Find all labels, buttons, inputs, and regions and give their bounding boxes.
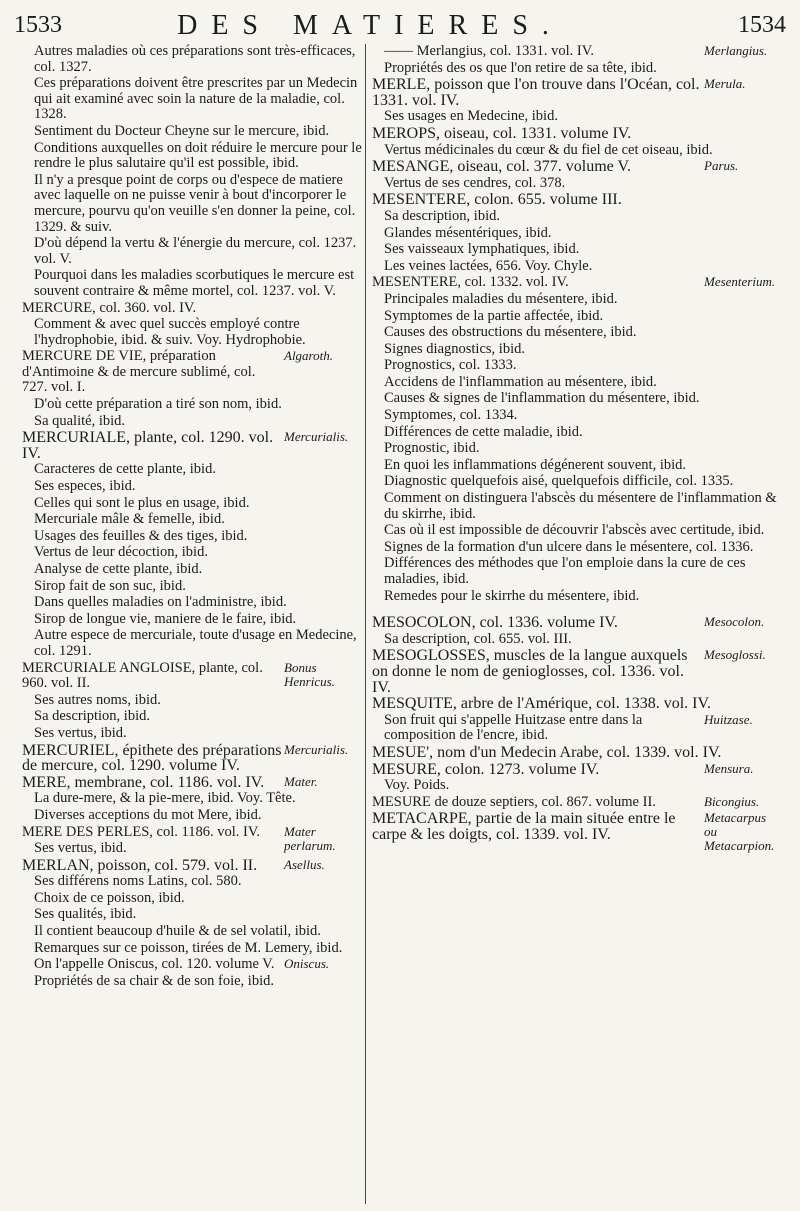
entry-text: MESQUITE, arbre de l'Amérique, col. 1338. vol. IV. bbox=[372, 695, 711, 713]
index-subentry bbox=[372, 143, 782, 159]
index-entry bbox=[372, 762, 782, 778]
entry-text: Ses qualités, ibid. bbox=[34, 906, 137, 923]
index-entry bbox=[372, 745, 782, 761]
index-subentry bbox=[22, 512, 362, 528]
entry-text: MESUE', nom d'un Medecin Arabe, col. 1339. vol. IV. bbox=[372, 743, 722, 761]
index-subentry bbox=[372, 44, 782, 60]
index-subentry bbox=[22, 841, 362, 857]
entry-text: MERCURE DE VIE, préparation d'Antimoine & de mercure sublimé, col. 727. vol. I. bbox=[22, 348, 256, 396]
index-subentry bbox=[22, 726, 362, 742]
entry-text: Il n'y a presque point de corps ou d'espece de matiere avec laquelle on ne puisse venir à bout d'incorporer le mercure, pourvu qu'on veuille s'en donner la peine, col. 1329. & suiv. bbox=[34, 171, 356, 235]
entry-text: Ses autres noms, ibid. bbox=[34, 691, 161, 708]
index-entry bbox=[372, 275, 782, 291]
index-subentry bbox=[372, 176, 782, 192]
index-entry bbox=[22, 349, 362, 396]
entry-text: Prognostics, col. 1333. bbox=[384, 357, 517, 374]
entry-text: Il contient beaucoup d'huile & de sel volatil, ibid. bbox=[34, 923, 321, 940]
index-subentry bbox=[372, 441, 782, 457]
entry-text: Sa description, col. 655. vol. III. bbox=[384, 630, 572, 647]
entry-text: Ses vaisseaux lymphatiques, ibid. bbox=[384, 241, 580, 258]
index-subentry bbox=[22, 924, 362, 940]
entry-text: Vertus de ses cendres, col. 378. bbox=[384, 174, 566, 191]
index-entry bbox=[372, 192, 782, 208]
entry-text: Cas où il est impossible de découvrir l'abscès avec certitude, ibid. bbox=[384, 522, 765, 539]
index-subentry bbox=[372, 491, 782, 522]
entry-text: Propriétés des os que l'on retire de sa tête, ibid. bbox=[384, 59, 657, 76]
index-subentry bbox=[22, 529, 362, 545]
page-number-right: 1534 bbox=[738, 12, 786, 38]
entry-text: MESOCOLON, col. 1336. volume IV. bbox=[372, 614, 618, 632]
index-subentry bbox=[372, 309, 782, 325]
entry-text: MERCURE, col. 360. vol. IV. bbox=[22, 299, 197, 316]
entry-text: Comment on distinguera l'abscès du mésentere de l'inflammation & du skirrhe, ibid. bbox=[384, 490, 777, 522]
index-entry bbox=[372, 810, 782, 854]
latin-name-margin: Algaroth. bbox=[284, 348, 333, 364]
entry-text: Différences de cette maladie, ibid. bbox=[384, 423, 583, 440]
index-subentry bbox=[22, 595, 362, 611]
latin-name-margin: Mercurialis. bbox=[284, 741, 349, 757]
index-subentry bbox=[22, 579, 362, 595]
index-entry bbox=[22, 743, 362, 774]
entry-text: Signes de la formation d'un ulcere dans le mésentere, col. 1336. bbox=[384, 538, 754, 555]
entry-text: Usages des feuilles & des tiges, ibid. bbox=[34, 527, 248, 544]
entry-text: Sa description, ibid. bbox=[34, 708, 150, 725]
entry-text: MESANGE, oiseau, col. 377. volume V. bbox=[372, 158, 631, 176]
index-subentry bbox=[22, 941, 362, 957]
entry-text: La dure-mere, & la pie-mere, ibid. Voy. Tête. bbox=[34, 790, 296, 807]
index-subentry bbox=[22, 612, 362, 628]
entry-text: Caracteres de cette plante, ibid. bbox=[34, 461, 216, 478]
entry-text: Sa qualité, ibid. bbox=[34, 412, 126, 429]
index-subentry bbox=[22, 808, 362, 824]
index-subentry bbox=[22, 173, 362, 235]
index-entry bbox=[372, 648, 782, 695]
index-subentry bbox=[372, 292, 782, 308]
latin-name-margin: Merula. bbox=[704, 76, 746, 92]
entry-text: MERE, membrane, col. 1186. vol. IV. bbox=[22, 773, 265, 791]
index-subentry bbox=[22, 414, 362, 430]
index-subentry bbox=[372, 523, 782, 539]
latin-name-margin: Mesenterium. bbox=[704, 274, 776, 290]
index-subentry bbox=[372, 242, 782, 258]
index-subentry bbox=[372, 778, 782, 794]
index-subentry bbox=[22, 891, 362, 907]
index-subentry bbox=[372, 61, 782, 77]
latin-name-margin: Bicongius. bbox=[704, 793, 760, 809]
index-subentry bbox=[22, 693, 362, 709]
index-subentry bbox=[372, 632, 782, 648]
latin-name-margin: Oniscus. bbox=[284, 956, 330, 972]
entry-text: Pourquoi dans les maladies scorbutiques le mercure est souvent contraire & même mortel, col. 1237. vol. V. bbox=[34, 267, 355, 299]
entry-text: D'où cette préparation a tiré son nom, ibid. bbox=[34, 396, 282, 413]
index-subentry bbox=[372, 425, 782, 441]
entry-text: Diverses acceptions du mot Mere, ibid. bbox=[34, 806, 262, 823]
index-subentry bbox=[22, 974, 362, 990]
entry-text: MERLAN, poisson, col. 579. vol. II. bbox=[22, 856, 258, 874]
index-subentry bbox=[372, 375, 782, 391]
index-subentry bbox=[372, 713, 782, 744]
entry-text: Mercuriale mâle & femelle, ibid. bbox=[34, 511, 225, 528]
index-subentry bbox=[22, 462, 362, 478]
latin-name-margin: Mater perlarum. bbox=[284, 823, 336, 853]
entry-text: Ses usages en Medecine, ibid. bbox=[384, 108, 558, 125]
entry-text: Ses différens noms Latins, col. 580. bbox=[34, 873, 242, 890]
index-subentry bbox=[372, 325, 782, 341]
entry-text: Accidens de l'inflammation au mésentere, ibid. bbox=[384, 373, 657, 390]
entry-text: MERCURIALE, plante, col. 1290. vol. IV. bbox=[22, 429, 274, 462]
index-subentry bbox=[22, 562, 362, 578]
index-subentry bbox=[22, 124, 362, 140]
page-number-left: 1533 bbox=[14, 12, 62, 38]
entry-text: Symptomes de la partie affectée, ibid. bbox=[384, 307, 604, 324]
index-entry bbox=[372, 795, 782, 811]
entry-text: Autres maladies où ces préparations sont très-efficaces, col. 1327. bbox=[34, 44, 356, 75]
entry-text: Autre espece de mercuriale, toute d'usage en Medecine, col. 1291. bbox=[34, 627, 357, 659]
latin-name-margin: Mercurialis. bbox=[284, 429, 349, 445]
index-subentry bbox=[22, 907, 362, 923]
index-subentry bbox=[22, 141, 362, 172]
entry-text: Sirop de longue vie, maniere de le faire, ibid. bbox=[34, 610, 297, 627]
index-subentry bbox=[22, 479, 362, 495]
entry-text: Sa description, ibid. bbox=[384, 207, 500, 224]
index-subentry bbox=[372, 209, 782, 225]
index-subentry bbox=[372, 556, 782, 587]
index-subentry bbox=[22, 709, 362, 725]
latin-name-margin: Mesocolon. bbox=[704, 614, 765, 630]
index-subentry bbox=[22, 44, 362, 75]
index-subentry bbox=[372, 540, 782, 556]
running-title: DES MATIERES. bbox=[177, 10, 563, 41]
entry-text: MERCURIALE ANGLOISE, plante, col. 960. vol. II. bbox=[22, 659, 263, 692]
latin-name-margin: Mesoglossi. bbox=[704, 647, 766, 663]
latin-name-margin: Mensura. bbox=[704, 760, 754, 776]
index-entry bbox=[372, 126, 782, 142]
entry-text: On l'appelle Oniscus, col. 120. volume V. bbox=[34, 956, 275, 973]
entry-text: Sentiment du Docteur Cheyne sur le mercure, ibid. bbox=[34, 122, 330, 139]
entry-text: Sirop fait de son suc, ibid. bbox=[34, 577, 186, 594]
entry-text: Les veines lactées, 656. Voy. Chyle. bbox=[384, 257, 593, 274]
index-entry bbox=[372, 159, 782, 175]
index-subentry bbox=[22, 236, 362, 267]
entry-text: Signes diagnostics, ibid. bbox=[384, 340, 525, 357]
index-subentry bbox=[372, 458, 782, 474]
index-subentry bbox=[372, 226, 782, 242]
entry-text: Ces préparations doivent être prescrites par un Medecin qui ait examiné avec soin la nature de la maladie, col. 1328. bbox=[34, 75, 358, 123]
entry-text: Symptomes, col. 1334. bbox=[384, 407, 518, 424]
index-subentry bbox=[22, 874, 362, 890]
latin-name-margin: Huitzase. bbox=[704, 711, 753, 727]
entry-text: Glandes mésentériques, ibid. bbox=[384, 224, 552, 241]
index-subentry bbox=[22, 496, 362, 512]
entry-text: MESOGLOSSES, muscles de la langue auxquels on donne le nom de genioglosses, col. 1336. vol. IV. bbox=[372, 647, 688, 696]
index-subentry bbox=[372, 474, 782, 490]
index-subentry bbox=[22, 397, 362, 413]
index-entry bbox=[372, 696, 782, 712]
latin-name-margin: Metacarpus ou Metacarpion. bbox=[704, 810, 775, 854]
index-subentry bbox=[22, 76, 362, 123]
index-entry bbox=[22, 858, 362, 874]
index-subentry bbox=[372, 358, 782, 374]
entry-text: Choix de ce poisson, ibid. bbox=[34, 889, 185, 906]
entry-text: —— Merlangius, col. 1331. vol. IV. bbox=[384, 44, 594, 59]
index-subentry bbox=[22, 317, 362, 348]
entry-text: Principales maladies du mésentere, ibid. bbox=[384, 290, 618, 307]
entry-text: Conditions auxquelles on doit réduire le mercure pour le rendre le plus salutaire qu'il est possible, ibid. bbox=[34, 139, 362, 172]
index-subentry bbox=[372, 342, 782, 358]
latin-name-margin: Mater. bbox=[284, 773, 318, 789]
entry-text: En quoi les inflammations dégénerent souvent, ibid. bbox=[384, 456, 687, 473]
index-subentry bbox=[372, 408, 782, 424]
entry-text: Analyse de cette plante, ibid. bbox=[34, 561, 203, 577]
index-entry bbox=[22, 430, 362, 461]
entry-text: MEROPS, oiseau, col. 1331. volume IV. bbox=[372, 124, 632, 142]
index-subentry bbox=[22, 545, 362, 561]
entry-text: D'où dépend la vertu & l'énergie du mercure, col. 1237. vol. V. bbox=[34, 235, 357, 267]
entry-text: Son fruit qui s'appelle Huitzase entre dans la composition de l'encre, ibid. bbox=[384, 711, 643, 744]
left-column bbox=[22, 44, 362, 1204]
entry-text: Différences des méthodes que l'on emploie dans la cure de ces maladies, ibid. bbox=[384, 555, 746, 587]
index-subentry bbox=[372, 259, 782, 275]
latin-name-margin: Merlangius. bbox=[704, 44, 768, 58]
index-entry bbox=[22, 775, 362, 791]
index-subentry bbox=[22, 791, 362, 807]
entry-text: Propriétés de sa chair & de son foie, ibid. bbox=[34, 972, 274, 989]
entry-text: MERCURIEL, épithete des préparations de mercure, col. 1290. volume IV. bbox=[22, 741, 282, 775]
entry-text: Ses vertus, ibid. bbox=[34, 840, 127, 857]
latin-name-margin: Bonus Henricus. bbox=[284, 659, 335, 689]
index-subentry bbox=[372, 109, 782, 125]
entry-text: Dans quelles maladies on l'administre, ibid. bbox=[34, 594, 287, 611]
entry-text: MESENTERE, col. 1332. vol. IV. bbox=[372, 274, 569, 291]
entry-text: Celles qui sont le plus en usage, ibid. bbox=[34, 494, 250, 511]
entry-text: MERE DES PERLES, col. 1186. vol. IV. bbox=[22, 823, 261, 840]
entry-text: Remedes pour le skirrhe du mésentere, ibid. bbox=[384, 587, 640, 604]
entry-text: Prognostic, ibid. bbox=[384, 440, 480, 457]
index-entry bbox=[372, 615, 782, 631]
entry-text: Voy. Poids. bbox=[384, 777, 450, 794]
index-entry bbox=[372, 77, 782, 108]
entry-text: Vertus de leur décoction, ibid. bbox=[34, 544, 208, 561]
right-column bbox=[372, 44, 782, 1204]
entry-text: METACARPE, partie de la main située entre le carpe & les doigts, col. 1339. vol. IV. bbox=[372, 810, 676, 843]
index-subentry bbox=[22, 628, 362, 659]
index-entry bbox=[22, 661, 362, 692]
index-subentry bbox=[372, 391, 782, 407]
entry-text: MESENTERE, colon. 655. volume III. bbox=[372, 191, 622, 209]
index-subentry bbox=[372, 589, 782, 605]
entry-text: MESURE de douze septiers, col. 867. volume II. bbox=[372, 793, 656, 810]
entry-text: Remarques sur ce poisson, tirées de M. Lemery, ibid. bbox=[34, 939, 343, 956]
entry-text: MERLE, poisson que l'on trouve dans l'Océan, col. 1331. vol. IV. bbox=[372, 76, 700, 109]
page-header bbox=[0, 10, 800, 44]
entry-text: MESURE, colon. 1273. volume IV. bbox=[372, 760, 600, 778]
entry-text: Diagnostic quelquefois aisé, quelquefois difficile, col. 1335. bbox=[384, 473, 734, 490]
entry-text: Causes des obstructions du mésentere, ibid. bbox=[384, 324, 637, 341]
index-entry bbox=[22, 301, 362, 317]
index-subentry bbox=[22, 268, 362, 299]
column-divider bbox=[365, 44, 366, 1204]
entry-text: Ses especes, ibid. bbox=[34, 478, 136, 495]
latin-name-margin: Parus. bbox=[704, 158, 739, 174]
index-subentry bbox=[22, 957, 362, 973]
entry-text: Causes & signes de l'inflammation du mésentere, ibid. bbox=[384, 390, 700, 407]
entry-text: Comment & avec quel succès employé contre l'hydrophobie, ibid. & suiv. Voy. Hydrophobie. bbox=[34, 316, 306, 348]
latin-name-margin: Asellus. bbox=[284, 856, 325, 872]
entry-text: Ses vertus, ibid. bbox=[34, 724, 127, 741]
entry-text: Vertus médicinales du cœur & du fiel de cet oiseau, ibid. bbox=[384, 141, 713, 158]
